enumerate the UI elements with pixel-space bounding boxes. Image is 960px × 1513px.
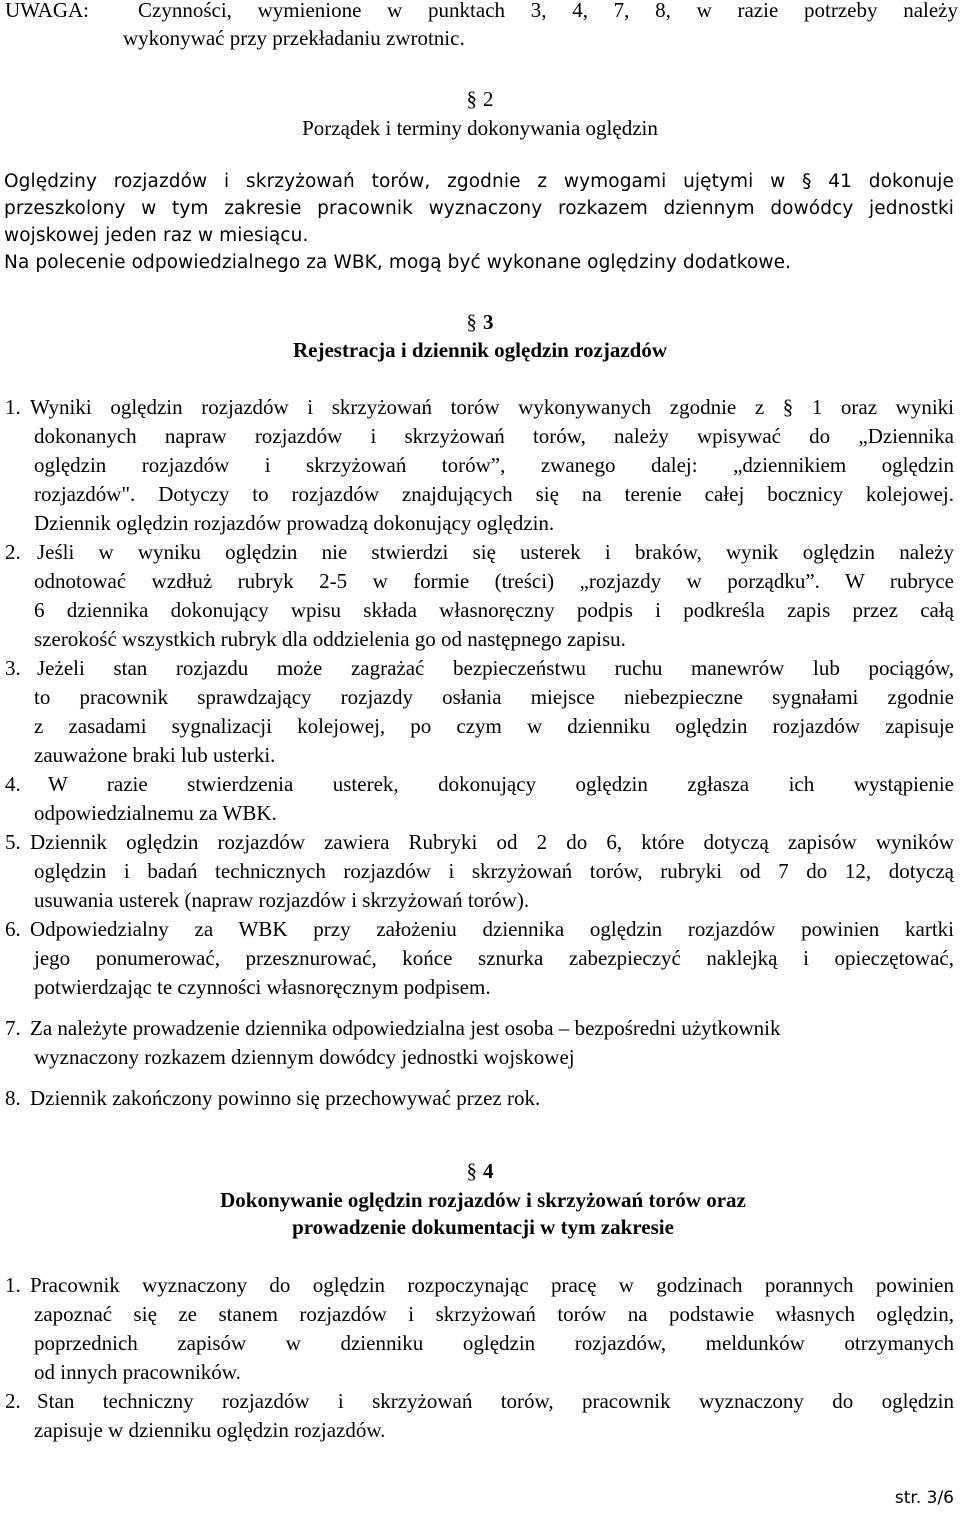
section-2-title: Porządek i terminy dokonywania oględzin [302,116,658,140]
list-item-line: wyznaczony rozkazem dziennym dowódcy jednostki wojskowej [34,1045,575,1069]
list-item-line: Za należyte prowadzenie dziennika odpowiedzialna jest osoba – bezpośredni użytkownik [30,1016,781,1040]
section-2-para-line-2: przeszkolony w tym zakresie pracownik wyznaczony rozkazem dziennym dowódcy jednostki [4,198,954,219]
list-item-number: 6. [5,917,21,941]
warning-line-2: wykonywać przy przekładaniu zwrotnic. [123,26,465,50]
list-item-line: zapisuje w dzienniku oględzin rozjazdów. [34,1418,386,1442]
list-item-line: Pracownik wyznaczony do oględzin rozpoczynając pracę w godzinach porannych powinien [30,1273,954,1297]
list-item-number: 1. [5,395,21,419]
list-item-line: jego ponumerować, przesznurować, końce sznurka zabezpieczyć naklejką i opieczętować, [34,946,954,970]
section-symbol: § [466,87,477,111]
section-3-title: Rejestracja i dziennik oględzin rozjazdów [292,338,668,362]
section-3-heading [0,308,960,337]
list-item-line: odnotować wzdłuż rubryk 2-5 w formie (treści) „rozjazdy w porządku”. W rubryce [34,569,954,593]
list-item-number: 7. [5,1016,21,1040]
list-item-number: 3. [5,656,21,680]
section-number: 3 [483,310,494,334]
list-item-line: Dziennik oględzin rozjazdów zawiera Rubryki od 2 do 6, które dotyczą zapisów wyników [30,830,954,854]
list-item-line: Dziennik oględzin rozjazdów prowadzą dokonujący oględzin. [34,511,555,535]
list-item-line: poprzednich zapisów w dzienniku oględzin rozjazdów, meldunków otrzymanych [34,1331,954,1355]
list-item-line: Jeżeli stan rozjazdu może zagrażać bezpieczeństwu ruchu manewrów lub pociągów, [37,656,954,680]
list-item-line: usuwania usterek (napraw rozjazdów i skrzyżowań torów). [34,888,530,912]
list-item-line: Stan techniczny rozjazdów i skrzyżowań torów, pracownik wyznaczony do oględzin [37,1389,954,1413]
list-item-number: 8. [5,1086,21,1110]
list-item-line: to pracownik sprawdzający rozjazdy osłania miejsce niebezpieczne sygnałami zgodnie [34,685,954,709]
section-4-heading [0,1157,960,1186]
list-item-number: 5. [5,830,21,854]
list-item-line: z zasadami sygnalizacji kolejowej, po czym w dzienniku oględzin rozjazdów zapisuje [34,714,954,738]
section-number: 4 [483,1159,494,1183]
section-2-para-line-1: Oględziny rozjazdów i skrzyżowań torów, zgodnie z wymogami ujętymi w § 41 dokonuje [4,171,954,192]
section-4-title-line-1: Dokonywanie oględzin rozjazdów i skrzyżowań torów oraz [220,1188,746,1212]
list-item-line: zapoznać się ze stanem rozjazdów i skrzyżowań torów na podstawie własnych oględzin, [34,1302,954,1326]
list-item-line: rozjazdów". Dotyczy to rozjazdów znajdujących się na terenie całej bocznicy kolejowej. [34,482,954,506]
section-4-title-line-2: prowadzenie dokumentacji w tym zakresie [292,1215,674,1239]
list-item-line: Odpowiedzialny za WBK przy założeniu dziennika oględzin rozjazdów powinien kartki [30,917,954,941]
section-symbol: § [466,1159,477,1183]
list-item-line: potwierdzając te czynności własnoręcznym podpisem. [34,975,491,999]
section-symbol: § [466,310,477,334]
warning-label: UWAGA: [5,0,89,22]
page-number: str. 3/6 [894,1488,954,1508]
section-2-para-line-3: wojskowej jeden raz w miesiącu. [4,225,309,246]
list-item-line: Jeśli w wyniku oględzin nie stwierdzi się usterek i braków, wynik oględzin należy [37,540,954,564]
list-item-line: dokonanych napraw rozjazdów i skrzyżowań torów, należy wpisywać do „Dziennika [34,424,954,448]
list-item-line: odpowiedzialnemu za WBK. [34,801,277,825]
list-item-number: 2. [5,1389,21,1413]
warning-line-1: Czynności, wymienione w punktach 3, 4, 7, 8, w razie potrzeby należy [138,0,958,22]
list-item-number: 4. [5,772,21,796]
list-item-line: zauważone braki lub usterki. [34,743,276,767]
section-number: 2 [483,87,494,111]
list-item-line: szerokość wszystkich rubryk dla oddzielenia go od następnego zapisu. [34,627,626,651]
list-item-line: oględzin i badań technicznych rozjazdów i skrzyżowań torów, rubryki od 7 do 12, dotyczą [34,859,954,883]
list-item-line: Wyniki oględzin rozjazdów i skrzyżowań torów wykonywanych zgodnie z § 1 oraz wyniki [30,395,954,419]
list-item-number: 1. [5,1273,21,1297]
section-2-heading [0,85,960,114]
list-item-line: Dziennik zakończony powinno się przechowywać przez rok. [30,1086,541,1110]
list-item-line: od innych pracowników. [34,1360,241,1384]
section-2-para-2: Na polecenie odpowiedzialnego za WBK, mogą być wykonane oględziny dodatkowe. [4,252,792,273]
list-item-line: W razie stwierdzenia usterek, dokonujący oględzin zgłasza ich wystąpienie [48,772,954,796]
list-item-line: 6 dziennika dokonujący wpisu składa własnoręczny podpis i podkreśla zapis przez całą [34,598,954,622]
list-item-line: oględzin rozjazdów i skrzyżowań torów”, zwanego dalej: „dziennikiem oględzin [34,453,954,477]
list-item-number: 2. [5,540,21,564]
